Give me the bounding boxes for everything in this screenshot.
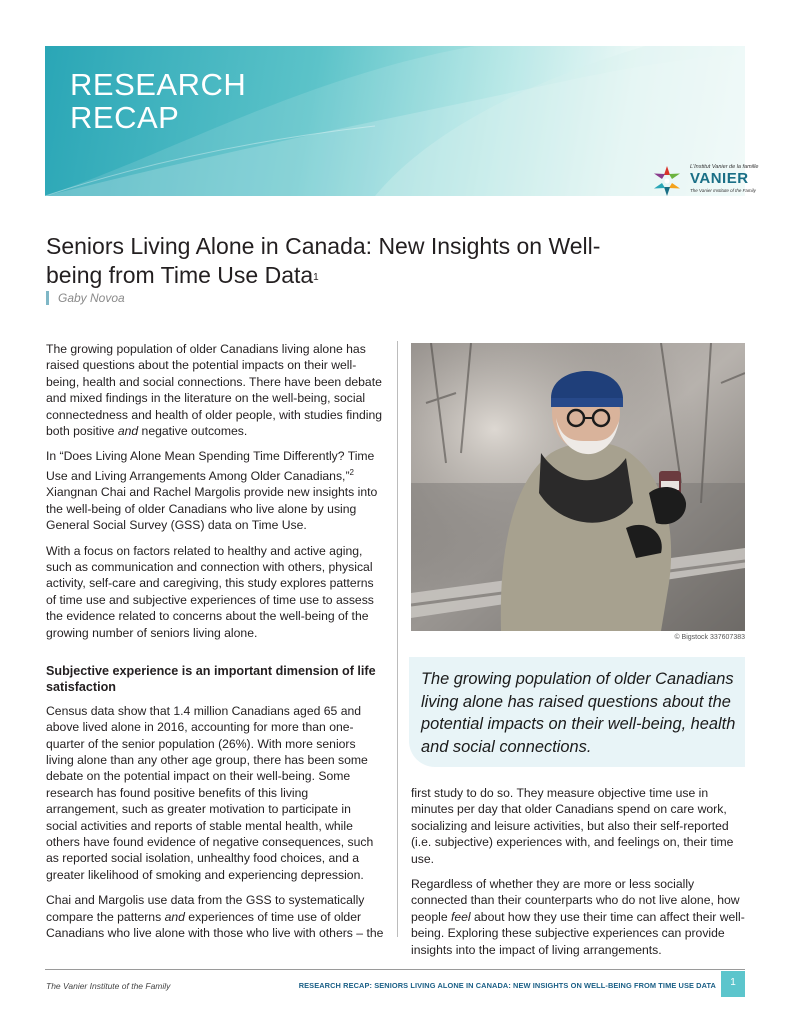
banner-title xyxy=(70,68,246,134)
logo-wordmark: VANIER xyxy=(690,170,749,187)
logo-tagline: The Vanier Institute of the Family xyxy=(690,188,756,193)
intro-column xyxy=(46,341,384,650)
intro-paragraph-3: With a focus on factors related to healthy and active aging, such as communication and connection with others, physical activity, self-care and caregiving, this study explores patterns of time use and subjective experiences of time use to assess the evidence related to concerns about the well-being of the growing number of seniors living alone. xyxy=(46,543,374,640)
footnote-marker-2: 2 xyxy=(349,467,354,477)
photo-credit: © Bigstock 337607383 xyxy=(674,634,745,641)
document-title xyxy=(46,232,606,290)
title-footnote-marker: 1 xyxy=(313,272,319,283)
author-byline: Gaby Novoa xyxy=(46,291,125,305)
second-column xyxy=(411,785,745,967)
column-divider xyxy=(397,341,398,937)
footer-organization: The Vanier Institute of the Family xyxy=(46,981,171,991)
senior-man-photo xyxy=(411,343,745,631)
section-paragraph-2: Chai and Margolis use data from the GSS to systematically compare the patterns and experiences of time use of older Canadians who live alone with those who live with others – the xyxy=(46,893,384,941)
page-number: 1 xyxy=(721,971,745,997)
banner-title-line2: RECAP xyxy=(70,100,180,135)
title-text: Seniors Living Alone in Canada: New Insights on Well-being from Time Use Data xyxy=(46,233,601,288)
intro-paragraph-1: The growing population of older Canadians living alone has raised questions about the potential impacts on their well-being, health and social connections. There have been debate and mixed findings in the literature on the well-being, social connectedness and health of older people, with studies finding both positive and negative outcomes. xyxy=(46,342,383,439)
pull-quote-text: The growing population of older Canadians living alone has raised questions about the potential impacts on their well-being, health and social connections. xyxy=(421,670,736,756)
intro-paragraph-2: In “Does Living Alone Mean Spending Time Differently? Time Use and Living Arrangements Among Older Canadians,”$^2$ Xiangnan Chai and Rachel Margolis provide new insights into the well-being of older Canadians who live alone by using General Social Survey (GSS) data on Time Use. xyxy=(46,449,378,533)
pull-quote-box xyxy=(409,657,745,767)
logo-french-name: L'Institut Vanier de la famille xyxy=(690,164,759,170)
vanier-logo xyxy=(648,164,759,198)
banner-title-line1: RESEARCH xyxy=(70,67,247,102)
vanier-snowflake-icon xyxy=(648,164,686,198)
photo-illustration xyxy=(411,343,745,631)
footer-divider xyxy=(45,969,745,970)
column2-paragraph-1: first study to do so. They measure objective time use in minutes per day that older Canadians spend on care work, socializing and leisure activities, but also their self-reported (i.e. subjective) experiences with, and feelings on, their time use. xyxy=(411,786,734,866)
section-paragraph-1: Census data show that 1.4 million Canadians aged 65 and above lived alone in 2016, accounting for more than one-quarter of the senior population (26%). With more seniors living alone than any other age group, there has been some debate on the potential impact on their well-being. Some research has found positive benefits of this living arrangement, such as greater motivation to participate in social activities and reports of stable mental health, while others have found evidence of negative consequences, such as reported social isolation, unhealthy food choices, and a greater likelihood of smoking and experiencing depression. xyxy=(46,703,374,882)
section-column xyxy=(46,663,384,951)
header-banner xyxy=(45,46,745,196)
column2-paragraph-2: Regardless of whether they are more or less socially connected than their counterparts who do not live alone, how people feel about how they use their time can affect their well-being. Exploring these subjective experiences can provide insights into the impact of living arrangements. xyxy=(411,877,745,957)
section-subheading: Subjective experience is an important dimension of life satisfaction xyxy=(46,664,376,695)
footer-running-title: RESEARCH RECAP: SENIORS LIVING ALONE IN CANADA: NEW INSIGHTS ON WELL-BEING FROM TIME USE DATA xyxy=(298,981,716,990)
